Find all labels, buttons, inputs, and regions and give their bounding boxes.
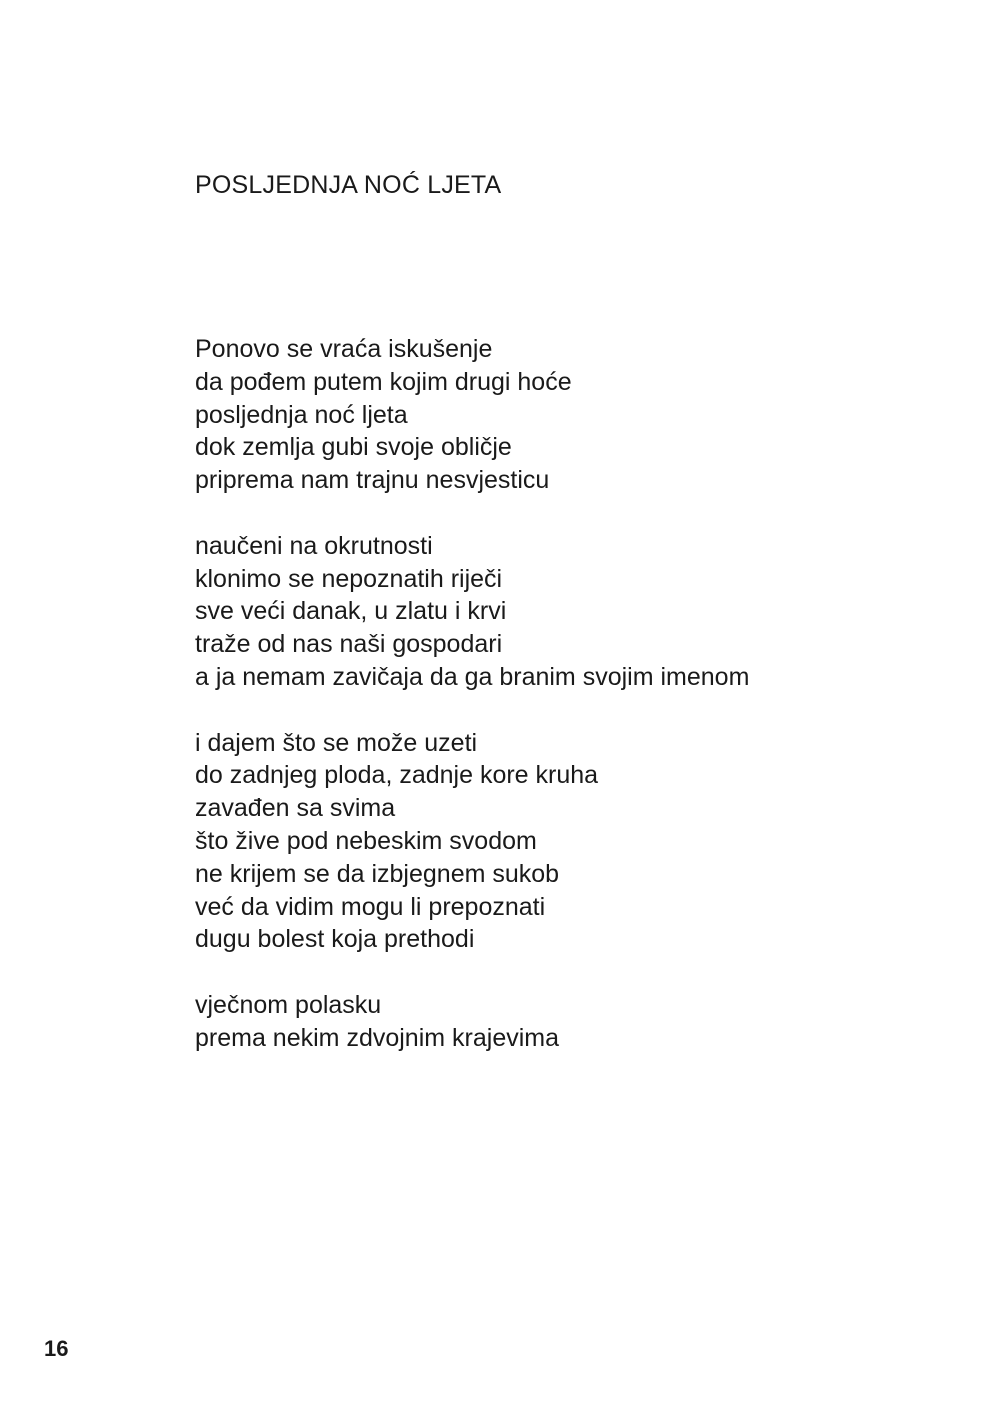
- stanza-3: [195, 727, 749, 957]
- stanza-2: [195, 530, 749, 694]
- poem-line: ne krijem se da izbjegnem sukob: [195, 859, 560, 888]
- poem-line: dok zemlja gubi svoje obličje: [195, 433, 512, 462]
- poem-line: prema nekim zdvojnim krajevima: [195, 1023, 560, 1052]
- poem-line: zavađen sa svima: [195, 794, 396, 823]
- poem-body: [195, 333, 749, 1055]
- stanza-4: [195, 989, 749, 1055]
- poem-line: Ponovo se vraća iskušenje: [195, 335, 493, 363]
- poem-title: POSLJEDNJA NOĆ LJETA: [195, 171, 502, 199]
- poem-line: što žive pod nebeskim svodom: [195, 826, 537, 855]
- poem-line: klonimo se nepoznatih riječi: [195, 564, 503, 593]
- poem-line: a ja nemam zavičaja da ga branim svojim imenom: [195, 662, 750, 691]
- poem-line: dugu bolest koja prethodi: [195, 925, 475, 954]
- poem-line: traže od nas naši gospodari: [195, 630, 503, 659]
- poem-line: vječnom polasku: [195, 990, 382, 1019]
- poem-line: da pođem putem kojim drugi hoće: [195, 367, 572, 396]
- poem-line: priprema nam trajnu nesvjesticu: [195, 466, 550, 495]
- poem-line: već da vidim mogu li prepoznati: [195, 892, 546, 921]
- poem-line: do zadnjeg ploda, zadnje kore kruha: [195, 761, 599, 790]
- page-number: 16: [44, 1336, 69, 1361]
- stanza-1: [195, 333, 749, 497]
- poem-line: i dajem što se može uzeti: [195, 728, 478, 757]
- poem-line: naučeni na okrutnosti: [195, 531, 433, 560]
- poem-line: sve veći danak, u zlatu i krvi: [195, 597, 507, 626]
- poem-line: posljednja noć ljeta: [195, 400, 408, 429]
